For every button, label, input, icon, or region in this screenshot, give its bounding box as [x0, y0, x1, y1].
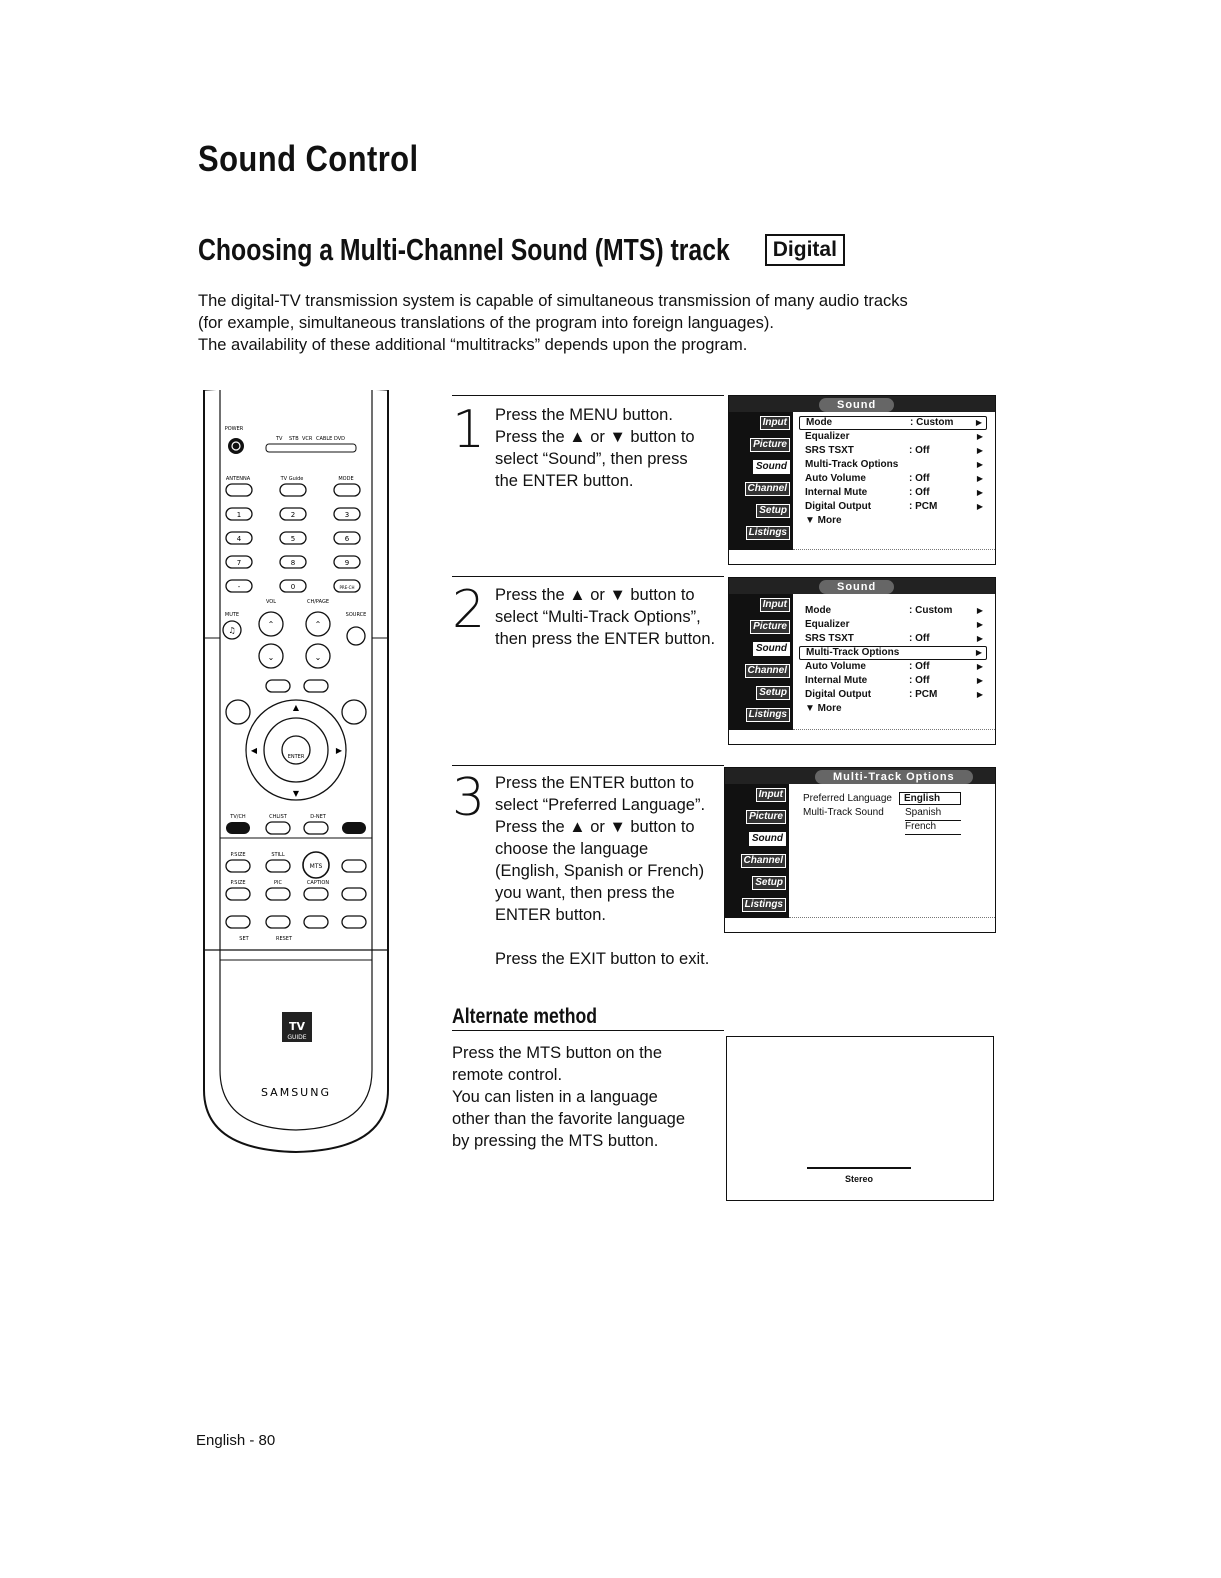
step-3-text: [495, 772, 720, 926]
osd-menu: [797, 792, 987, 834]
osd-row: ▼ More: [805, 703, 842, 714]
arrow-right-icon: ▶: [335, 746, 343, 755]
alt-line: remote control.: [452, 1066, 563, 1084]
remote-label: ANTENNA: [225, 476, 251, 482]
osd-row: Multi-Track Options ▶: [805, 459, 983, 470]
digit-label: 9: [344, 559, 350, 567]
digit-label: 2: [290, 511, 296, 519]
osd-row: SRS TSXT : Off ▶: [805, 445, 983, 456]
step-line: then press the ENTER button.: [495, 630, 716, 648]
digital-badge: Digital: [765, 234, 845, 266]
osd-sidebar-item: Setup: [729, 682, 793, 703]
alt-line: Press the MTS button on the: [452, 1044, 663, 1062]
remote-label: DVD: [334, 436, 346, 442]
guide-text: GUIDE: [287, 1034, 307, 1041]
digit-label: 8: [290, 559, 296, 567]
remote-label: TV/CH: [230, 814, 246, 820]
osd-title: Sound: [819, 580, 894, 594]
step-number: 3: [452, 768, 486, 828]
digit-label: -: [237, 583, 241, 591]
osd-row: Equalizer ▶: [805, 619, 983, 630]
step-line: select “Sound”, then press: [495, 450, 688, 468]
osd-row: French: [797, 820, 987, 834]
remote-label: STB: [289, 436, 299, 442]
section-heading: [198, 232, 845, 268]
osd-sidebar-item: Sound: [725, 828, 789, 849]
device-indicator: [266, 444, 356, 452]
osd-menu: [799, 604, 987, 716]
osd-row: Equalizer ▶: [805, 431, 983, 442]
remote-label: PIC: [274, 880, 282, 886]
osd-menu: [799, 416, 987, 528]
digit-label: 7: [236, 559, 242, 567]
digit-label: 0: [290, 583, 296, 591]
osd-row: Auto Volume : Off ▶: [805, 473, 983, 484]
intro-line: The digital-TV transmission system is capable of simultaneous transmission of many audio tracks: [198, 292, 908, 310]
osd-sidebar-item: Picture: [729, 434, 793, 455]
osd-sound-menu-multitrack: [728, 577, 996, 745]
osd-footer: [793, 729, 995, 744]
step-line: the ENTER button.: [495, 472, 634, 490]
remote-label: CHLIST: [269, 814, 287, 820]
osd-sidebar-item: Input: [725, 784, 789, 805]
osd-row: Mode : Custom ▶: [805, 605, 983, 616]
remote-label: D-NET: [310, 814, 326, 820]
remote-label: CAPTION: [306, 880, 330, 886]
osd-sidebar-item: Listings: [729, 704, 793, 725]
remote-label: CH/PAGE: [307, 599, 329, 605]
channel-down-icon: ⌄: [314, 653, 322, 662]
step-1-text: [495, 404, 720, 492]
tv-guide-text: TV: [288, 1020, 306, 1033]
osd-footer: [789, 917, 995, 932]
osd-sidebar-item: Picture: [729, 616, 793, 637]
enter-label: ENTER: [287, 754, 305, 760]
remote-label: RESET: [275, 936, 293, 942]
step-line: Press the ▲ or ▼ button to: [495, 428, 695, 446]
osd-sidebar: [729, 594, 793, 730]
osd-sidebar: [725, 784, 789, 918]
digit-label: 3: [344, 511, 350, 519]
osd-sidebar-item: Picture: [725, 806, 789, 827]
osd-sidebar-item: Setup: [725, 872, 789, 893]
arrow-up-icon: ▲: [292, 703, 300, 712]
osd-sidebar-item: Input: [729, 412, 793, 433]
remote-label: CABLE: [316, 436, 333, 442]
alt-line: by pressing the MTS button.: [452, 1132, 659, 1150]
step-line: you want, then press the: [495, 884, 675, 902]
brand-logo: SAMSUNG: [261, 1086, 331, 1099]
osd-row: Multi-Track Sound Spanish: [797, 806, 987, 820]
step-line: ENTER button.: [495, 906, 606, 924]
step-line: Press the MENU button.: [495, 406, 673, 424]
mute-icon: ♫: [228, 626, 236, 635]
step-line: Press the ▲ or ▼ button to: [495, 586, 695, 604]
remote-label: SET: [239, 936, 249, 942]
osd-title: Sound: [819, 398, 894, 412]
step-2-text: [495, 584, 720, 650]
remote-label: MUTE: [224, 612, 240, 618]
osd-sidebar-item: Input: [729, 594, 793, 615]
osd-row: Auto Volume : Off ▶: [805, 661, 983, 672]
alternate-method-text: [452, 1042, 685, 1152]
intro-line: (for example, simultaneous translations of the program into foreign languages).: [198, 314, 774, 332]
arrow-left-icon: ◀: [250, 746, 258, 755]
remote-label: TV Guide: [280, 476, 304, 482]
digit-label: 1: [236, 511, 242, 519]
remote-label: SOURCE: [345, 612, 367, 618]
remote-label: VOL: [265, 599, 277, 605]
step-line: (English, Spanish or French): [495, 862, 705, 880]
osd-sidebar-item: Sound: [729, 456, 793, 477]
intro-paragraph: [198, 290, 978, 356]
digit-label: 6: [344, 535, 350, 543]
osd-sidebar-item: Channel: [725, 850, 789, 871]
power-button: [228, 438, 244, 454]
step-line: select “Preferred Language”.: [495, 796, 706, 814]
osd-footer: [793, 549, 995, 564]
osd-sound-menu: [728, 395, 996, 565]
remote-label: STILL: [271, 852, 285, 858]
section-title: Choosing a Multi-Channel Sound (MTS) track: [198, 232, 730, 267]
osd-row: Digital Output : PCM ▶: [805, 689, 983, 700]
arrow-down-icon: ▼: [292, 789, 300, 798]
osd-sidebar-item: Listings: [725, 894, 789, 915]
volume-down-icon: ⌄: [267, 653, 275, 662]
osd-sidebar-item: Setup: [729, 500, 793, 521]
stereo-screen: [726, 1036, 994, 1201]
osd-row: Multi-Track Options ▶: [799, 646, 987, 660]
step-number: 1: [452, 400, 486, 460]
alt-line: other than the favorite language: [452, 1110, 686, 1128]
remote-label: MODE: [338, 476, 354, 482]
step-line: Press the ▲ or ▼ button to: [495, 818, 695, 836]
step-line: select “Multi-Track Options”,: [495, 608, 701, 626]
alt-line: You can listen in a language: [452, 1088, 658, 1106]
osd-sidebar-item: Listings: [729, 522, 793, 543]
osd-row: Internal Mute : Off ▶: [805, 487, 983, 498]
step-line: Press the ENTER button to: [495, 774, 695, 792]
osd-sidebar-item: Channel: [729, 478, 793, 499]
page-number: English - 80: [196, 1432, 276, 1449]
volume-up-icon: ⌃: [267, 620, 275, 629]
channel-up-icon: ⌃: [314, 620, 322, 629]
remote-label: TV: [276, 436, 283, 442]
osd-row: Preferred Language English: [797, 792, 987, 806]
remote-label: POWER: [224, 426, 244, 432]
osd-sidebar: [729, 412, 793, 550]
osd-row: SRS TSXT : Off ▶: [805, 633, 983, 644]
stereo-label: Stereo: [844, 1174, 873, 1184]
osd-title: Multi-Track Options: [815, 770, 973, 784]
digit-label: 4: [236, 535, 242, 543]
alternate-method-title: Alternate method: [452, 1005, 598, 1028]
exit-instruction: Press the EXIT button to exit.: [495, 950, 710, 968]
osd-sidebar-item: Sound: [729, 638, 793, 659]
step-number: 2: [452, 580, 486, 640]
page-title: Sound Control: [198, 138, 419, 179]
remote-control-illustration: [196, 390, 396, 1160]
remote-label: P.SIZE: [230, 880, 246, 886]
osd-row: ▼ More: [805, 515, 842, 526]
intro-line: The availability of these additional “multitracks” depends upon the program.: [198, 336, 748, 354]
osd-sidebar-item: Channel: [729, 660, 793, 681]
remote-label: P.SIZE: [230, 852, 246, 858]
digit-label: 5: [290, 535, 296, 543]
osd-row: Mode : Custom ▶: [799, 416, 987, 430]
digit-label: PRE-CH: [339, 585, 355, 590]
osd-row: Digital Output : PCM ▶: [805, 501, 983, 512]
mts-label: MTS: [309, 863, 323, 870]
remote-label: VCR: [302, 436, 313, 442]
osd-multitrack-options: [724, 767, 996, 933]
step-line: choose the language: [495, 840, 649, 858]
osd-row: Internal Mute : Off ▶: [805, 675, 983, 686]
